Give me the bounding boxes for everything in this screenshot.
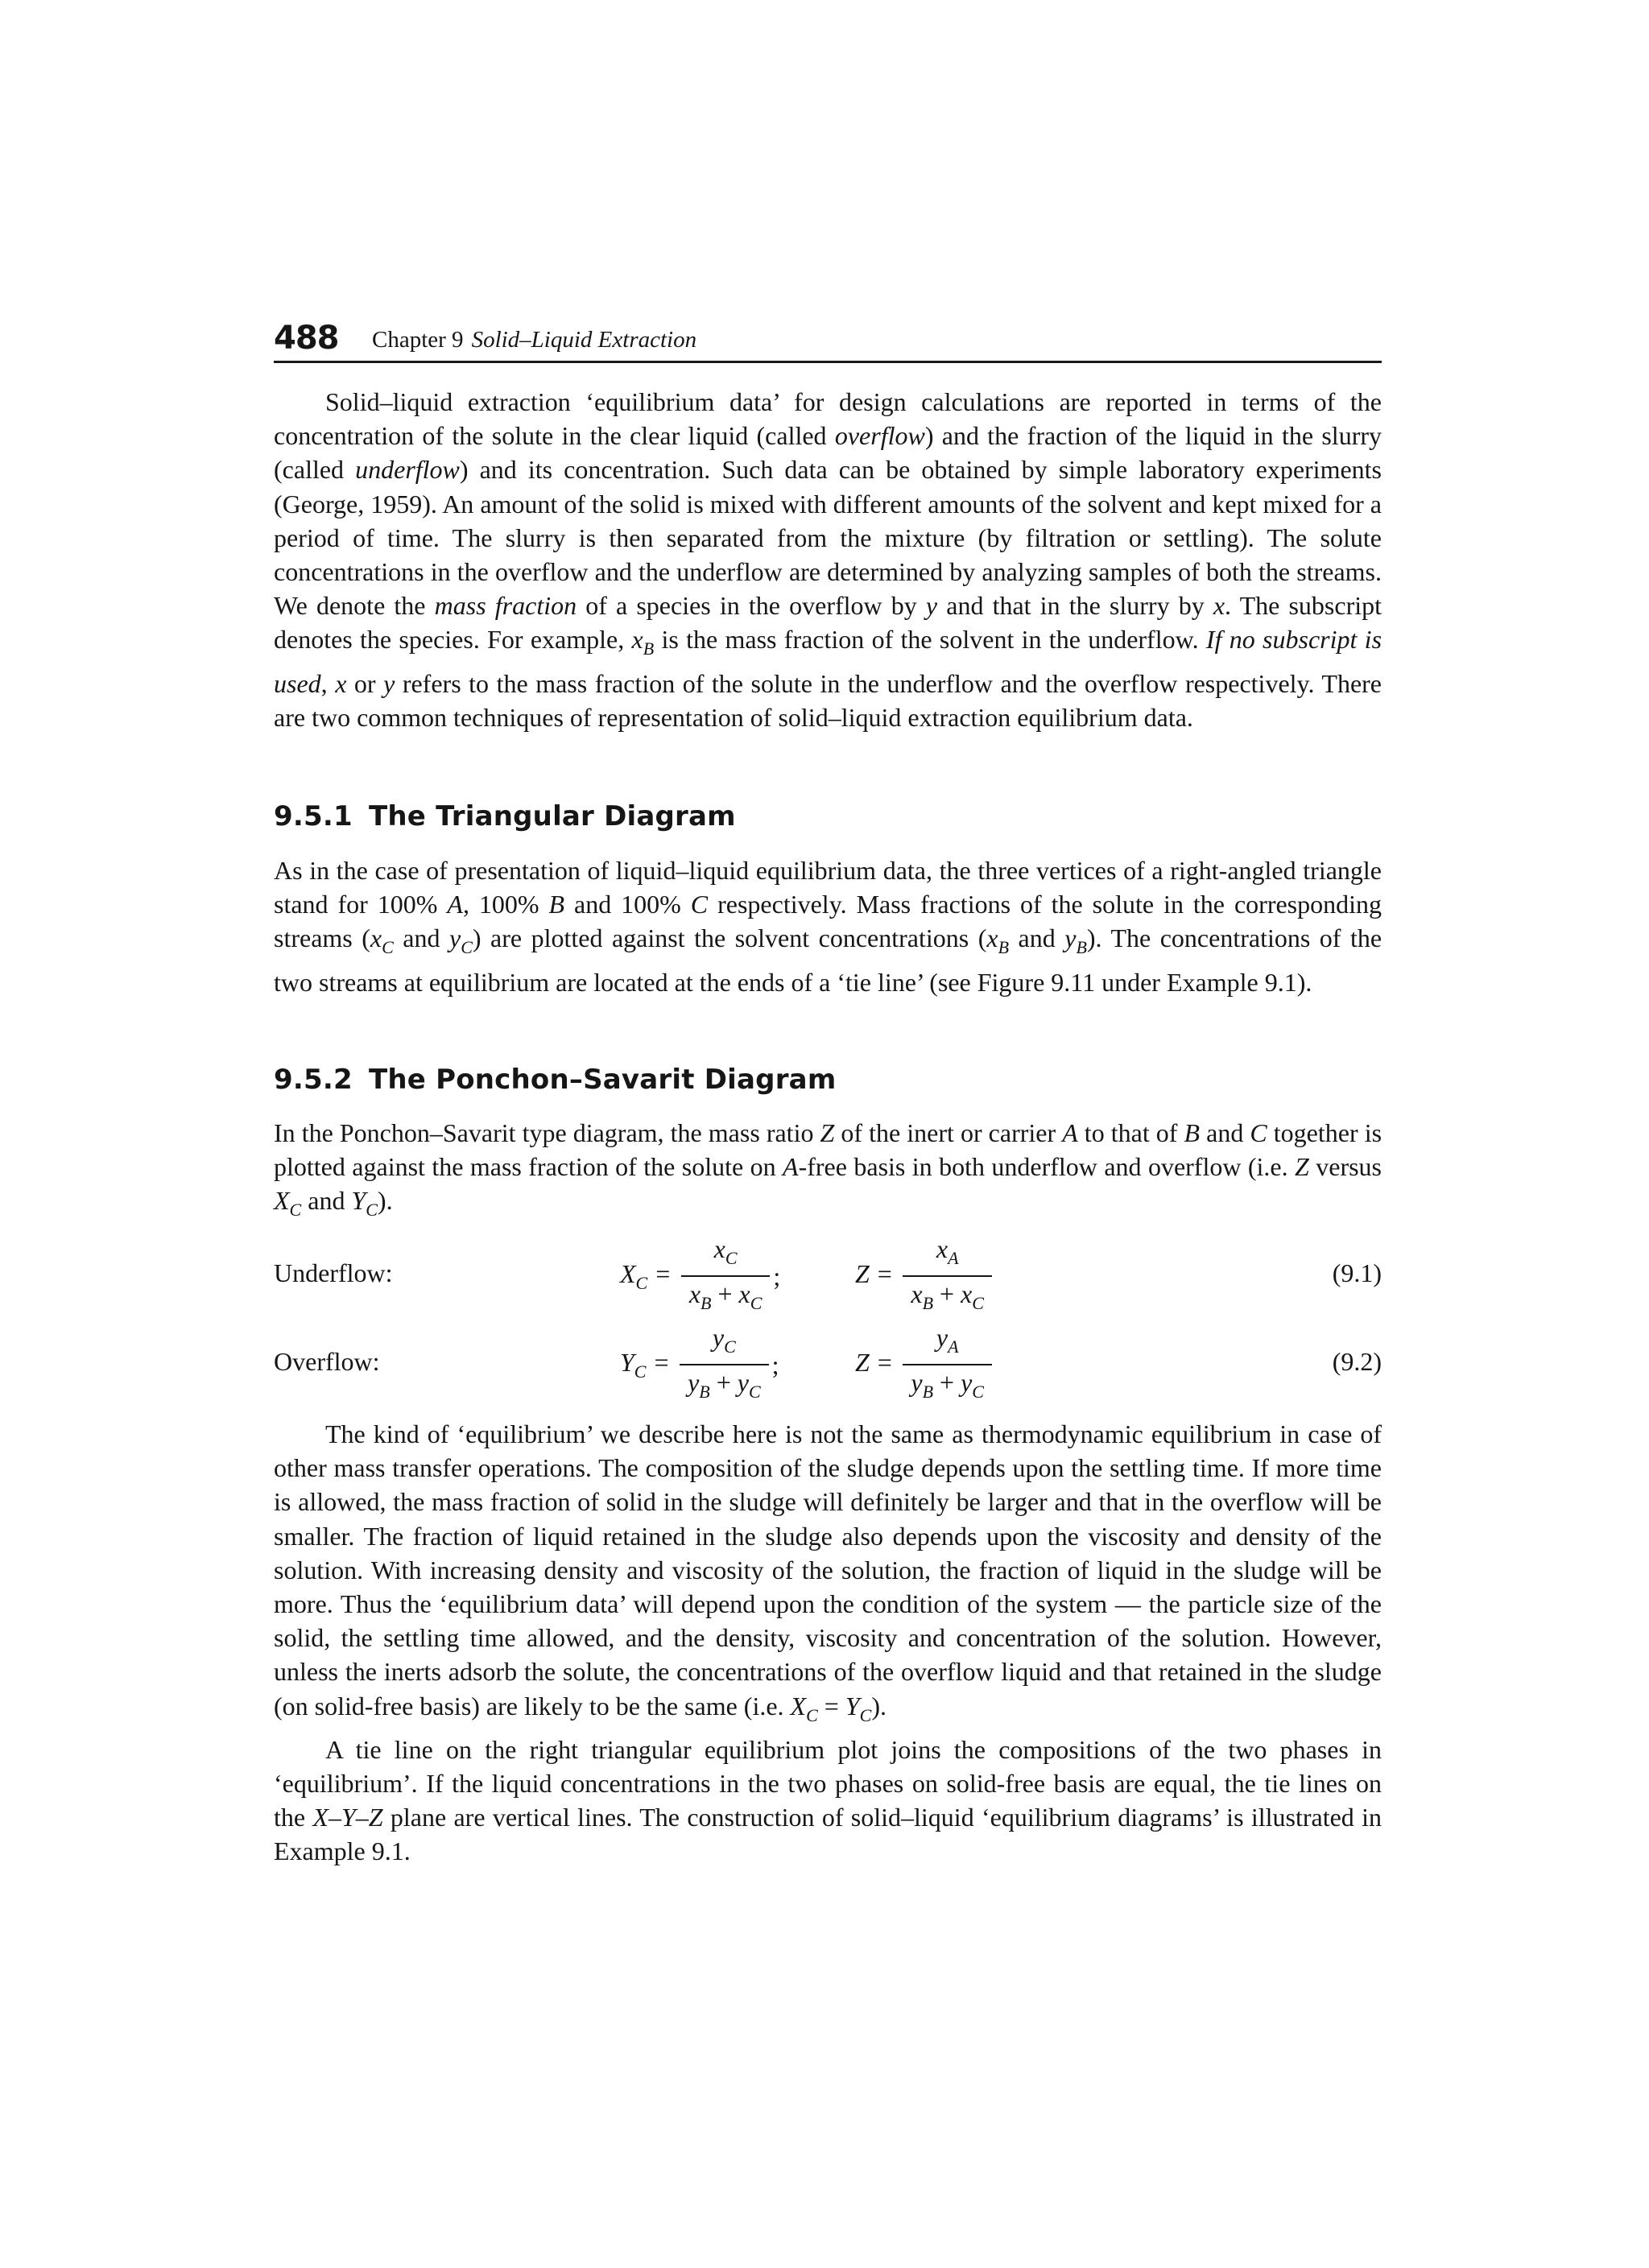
equation-number: (9.2) bbox=[1332, 1347, 1382, 1376]
section-heading-9-5-2: 9.5.2 The Ponchon–Savarit Diagram bbox=[274, 1064, 837, 1096]
triangular-diagram-paragraph: As in the case of presentation of liquid–liquid equilibrium data, the three vertices of a right-angled triangle stand for 100% A, 100% B and 100% C respectively. Mass fractions of the solute in the corresponding streams ($x_C$ and $y_C$) are plotted against the solvent concentrations ($x_B$ and $y_B$). The concentrations of the two streams at equilibrium are located at the ends of a ‘tie line’ (see Figure 9.11 under Example 9.1). bbox=[274, 856, 1382, 997]
equation-9-2 bbox=[274, 1323, 1382, 1402]
running-head bbox=[372, 322, 696, 357]
chapter-label: Chapter 9 bbox=[372, 327, 464, 353]
section-9-5-2-body bbox=[274, 1116, 1382, 1228]
intro-paragraph: Solid–liquid extraction ‘equilibrium data’ for design calculations are reported in terms of the concentration of the solute in the clear liquid (called overflow) and the fraction of the liquid in the slurry (called underflow) and its concentration. Such data can be obtained by simple laboratory experiments (George, 1959). An amount of the solid is mixed with different amounts of the solvent and kept mixed for a period of time. The slurry is then separated from the mixture (by filtration or settling). The solute concentrations in the overflow and the underflow are determined by analyzing samples of both the streams. We denote the mass fraction of a species in the overflow by y and that in the slurry by x. The subscript denotes the species. For example, $x_B$ is the mass fraction of the solvent in the underflow. If no subscript is used, x or y refers to the mass fraction of the solute in the underflow and the overflow respectively. There are two common techniques of representation of solid–liquid extraction equilibrium data. bbox=[274, 387, 1382, 732]
tie-line-paragraph: A tie line on the right triangular equilibrium plot joins the compositions of the two phases in ‘equilibrium’. If the liquid concentrations in the two phases on solid-free basis are equal, the tie lines on the X–Y–Z plane are vertical lines. The construction of solid–liquid ‘equilibrium diagrams’ is illustrated in Example 9.1. bbox=[274, 1734, 1382, 1866]
equation-label: Underflow: bbox=[274, 1258, 393, 1287]
ponchon-savarit-paragraph: In the Ponchon–Savarit type diagram, the mass ratio Z of the inert or carrier A to that of B and C together is plotted against the mass fraction of the solute on A-free basis in both underflow and overflow (i.e. Z versus $X_C$ and $Y_C$). bbox=[274, 1118, 1382, 1221]
chapter-title: Solid–Liquid Extraction bbox=[471, 327, 697, 353]
equation-9-1 bbox=[274, 1234, 1382, 1313]
section-9-5-1-body bbox=[274, 853, 1382, 999]
section-heading-9-5-1: 9.5.1 The Triangular Diagram bbox=[274, 800, 736, 832]
equation-fraction: $X_C$ = $\frac{x_C}{x_B + x_C}$ ; bbox=[620, 1240, 780, 1312]
intro-section bbox=[274, 385, 1382, 734]
equation-fraction: Z = $\frac{y_A}{y_B + y_C}$ bbox=[855, 1328, 992, 1401]
equilibrium-paragraph: The kind of ‘equilibrium’ we describe here is not the same as thermodynamic equilibrium in case of other mass transfer operations. The composition of the sludge depends upon the settling time. If more time is allowed, the mass fraction of solid in the sludge will definitely be larger and that in the overflow will be smaller. The fraction of liquid retained in the sludge also depends upon the viscosity and density of the solution. With increasing density and viscosity of the solution, the fraction of liquid in the sludge will be more. Thus the ‘equilibrium data’ will depend upon the condition of the system — the particle size of the solid, the settling time allowed, and the density, viscosity and concentration of the solution. However, unless the inerts adsorb the solute, the concentrations of the overflow liquid and that retained in the sludge (on solid-free basis) are likely to be the same (i.e. $X_C = Y_C$). bbox=[274, 1419, 1382, 1725]
page-number: 488 bbox=[274, 320, 339, 357]
equation-fraction: $Y_C$ = $\frac{y_C}{y_B + y_C}$ ; bbox=[620, 1328, 779, 1401]
equation-label: Overflow: bbox=[274, 1347, 380, 1376]
discussion-section bbox=[274, 1417, 1382, 1869]
equation-fraction: Z = $\frac{x_A}{x_B + x_C}$ bbox=[855, 1240, 992, 1312]
equation-number: (9.1) bbox=[1332, 1258, 1382, 1287]
running-header bbox=[274, 316, 1382, 363]
